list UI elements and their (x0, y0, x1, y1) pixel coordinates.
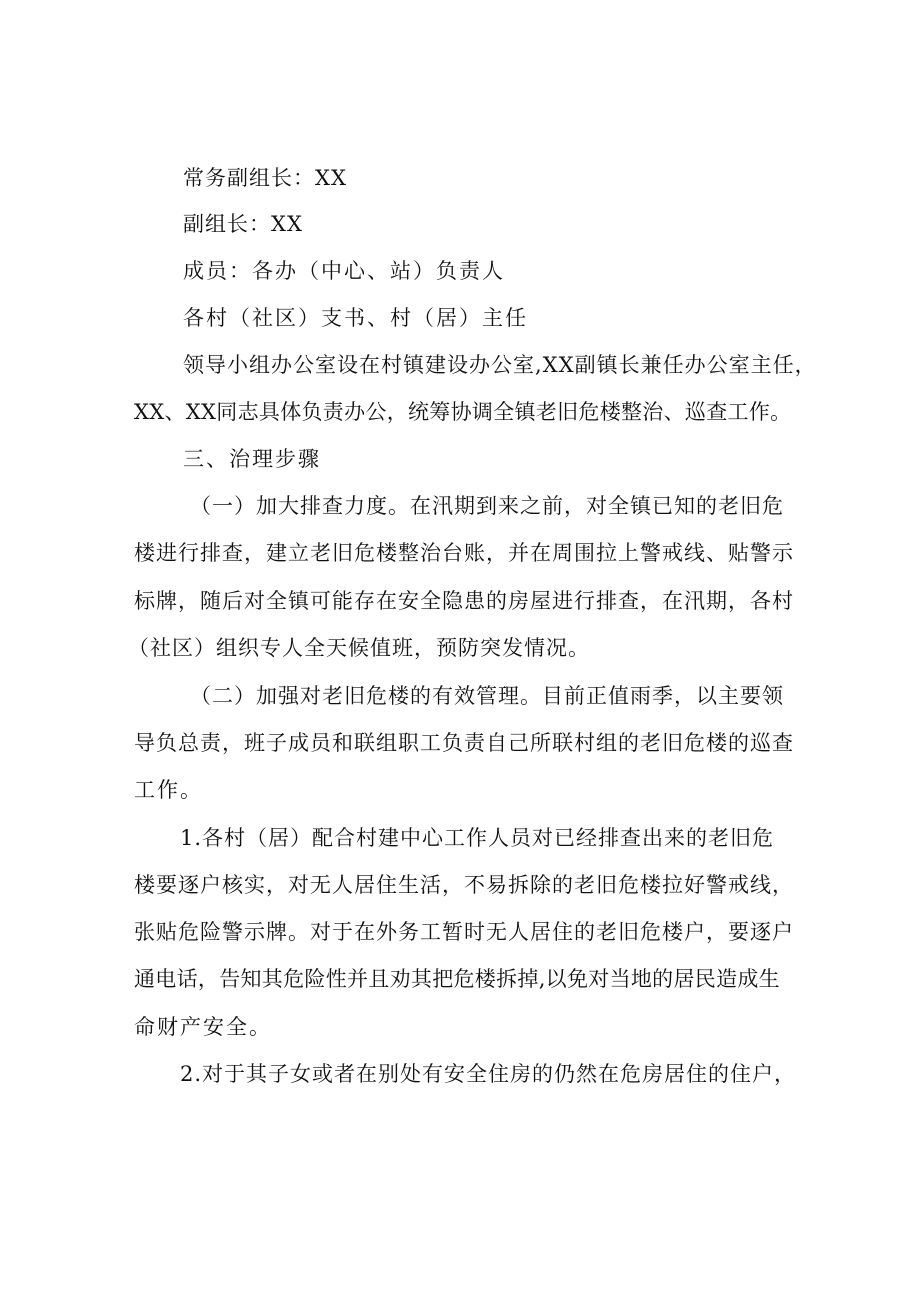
line-members: 成员：各办（中心、站）负责人 (183, 259, 505, 283)
para1-line1: （一）加大排查力度。在汛期到来之前，对全镇已知的老旧危 (190, 494, 784, 518)
item1-line4: 通电话，告知其危险性并且劝其把危楼拆掉,以免对当地的居民造成生 (134, 967, 780, 991)
item1-line1: 1.各村（居）配合村建中心工作人员对已经排查出来的老旧危 (180, 826, 775, 850)
para2-line2: 导负总责，班子成员和联组职工负责自己所联村组的老旧危楼的巡查 (134, 731, 794, 755)
item1-line5: 命财产安全。 (134, 1015, 272, 1039)
para1-line3: 标牌，随后对全镇可能存在安全隐患的房屋进行排查，在汛期，各村 (134, 589, 794, 613)
para1-line4: （社区）组织专人全天候值班，预防突发情况。 (128, 636, 590, 660)
item2-line1: 2.对于其子女或者在别处有安全住房的仍然在危房居住的住户， (180, 1062, 797, 1086)
para2-line1: （二）加强对老旧危楼的有效管理。目前正值雨季，以主要领 (190, 684, 784, 708)
item1-line2: 楼要逐户核实，对无人居住生活，不易拆除的老旧危楼拉好警戒线， (134, 873, 794, 897)
line-vice-leader-executive: 常务副组长：XX (183, 166, 347, 190)
line-office-setup: 领导小组办公室设在村镇建设办公室,XX副镇长兼任办公室主任， (183, 353, 817, 377)
para1-line2: 楼进行排查，建立老旧危楼整治台账，并在周围拉上警戒线、贴警示 (134, 541, 794, 565)
line-office-staff: XX、XX同志具体负责办公，统筹协调全镇老旧危楼整治、巡查工作。 (134, 400, 792, 424)
section-heading-steps: 三、治理步骤 (183, 447, 321, 471)
line-vice-leader: 副组长：XX (183, 212, 303, 236)
line-village-members: 各村（社区）支书、村（居）主任 (183, 306, 528, 330)
item1-line3: 张贴危险警示牌。对于在外务工暂时无人居住的老旧危楼户，要逐户 (134, 920, 794, 944)
para2-line3: 工作。 (134, 778, 203, 802)
